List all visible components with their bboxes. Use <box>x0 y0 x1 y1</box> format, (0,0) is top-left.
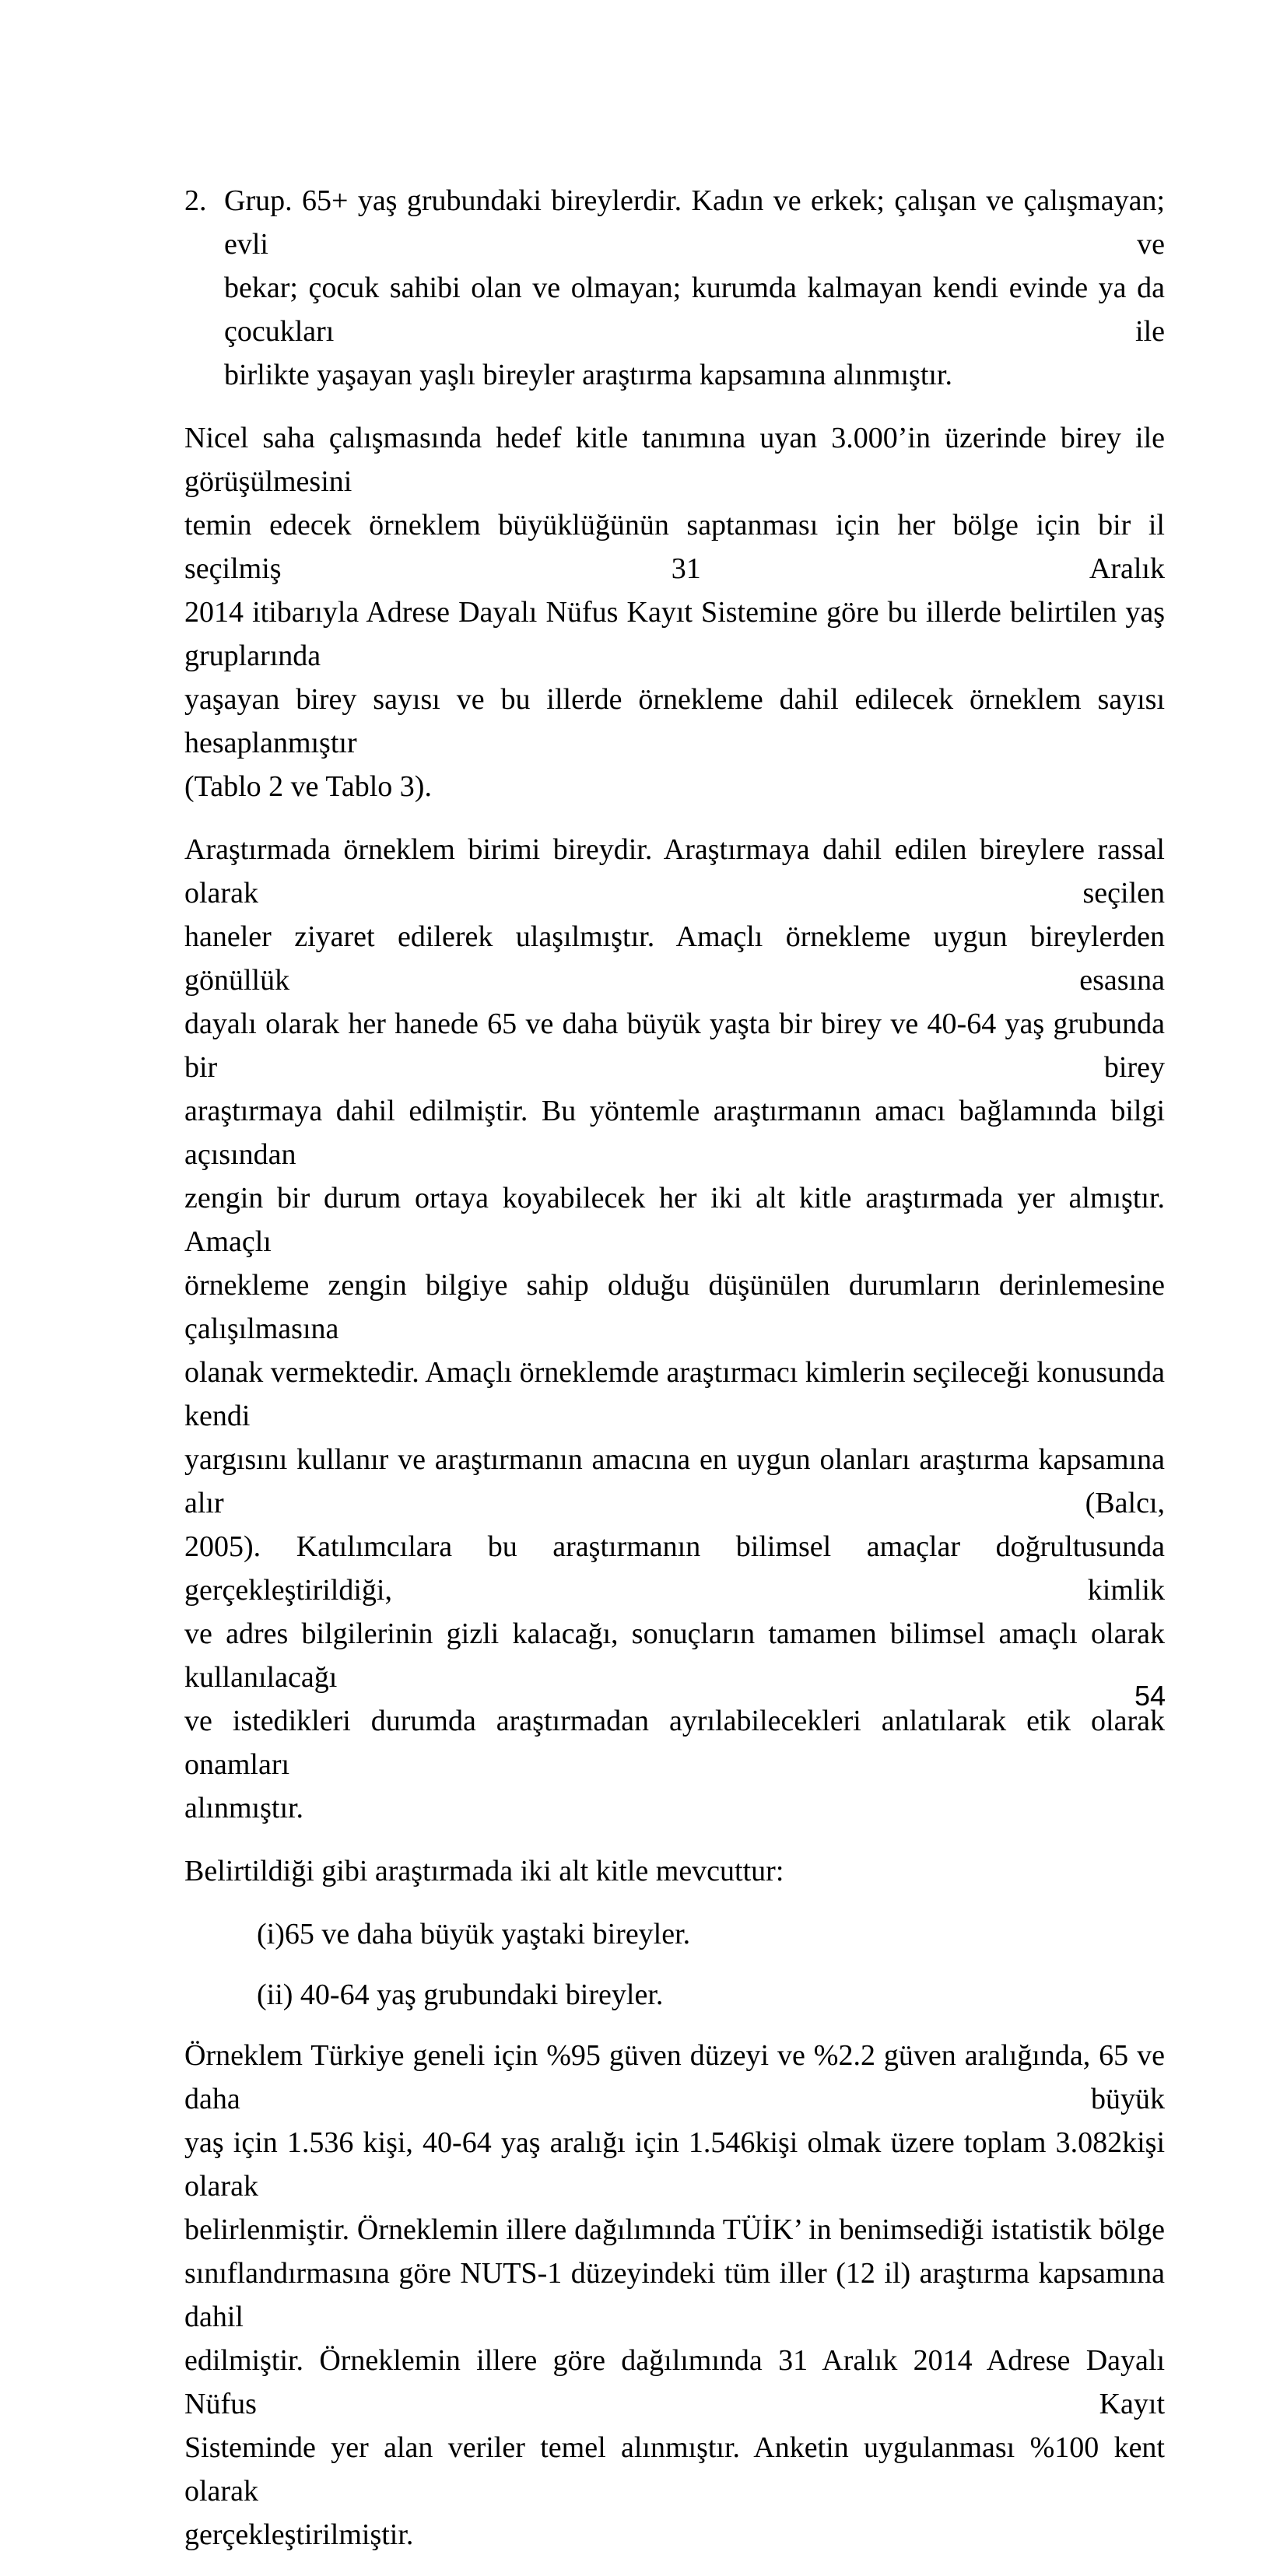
text-line: ve adres bilgilerinin gizli kalacağı, sonuçların tamamen bilimsel amaçlı olarak kullanılacağı <box>184 1617 1165 1694</box>
text-line: edilmiştir. Örneklemin illere göre dağılımında 31 Aralık 2014 Adrese Dayalı Nüfus Kayıt <box>184 2344 1165 2420</box>
paragraph-sampling-unit <box>184 828 1165 1830</box>
text-line: olanak vermektedir. Amaçlı örneklemde araştırmacı kimlerin seçileceği konusunda kendi <box>184 1356 1165 1432</box>
sub-item-ii: (ii) 40-64 yaş grubundaki bireyler. <box>257 1978 664 2011</box>
text-line: Örneklem Türkiye geneli için %95 güven düzeyi ve %2.2 güven aralığında, 65 ve daha büyük <box>184 2039 1165 2115</box>
text-line: Sisteminde yer alan veriler temel alınmıştır. Anketin uygulanması %100 kent olarak <box>184 2431 1165 2508</box>
paragraph-two-subpopulations <box>184 1849 1165 1893</box>
text-line: (Tablo 2 ve Tablo 3). <box>184 770 432 803</box>
text-line: temin edecek örneklem büyüklüğünün saptanması için her bölge için bir il seçilmiş 31 Aralık <box>184 509 1165 585</box>
numbered-list-item-2 <box>184 179 1165 397</box>
text-line: Belirtildiği gibi araştırmada iki alt kitle mevcuttur: <box>184 1855 784 1887</box>
paragraph-sample-distribution <box>184 2034 1165 2557</box>
text-line: 2005). Katılımcılara bu araştırmanın bilimsel amaçlar doğrultusunda gerçekleştirildiği, kimlik <box>184 1530 1165 1607</box>
text-line: yargısını kullanır ve araştırmanın amacına en uygun olanları araştırma kapsamına alır (Balcı, <box>184 1443 1165 1519</box>
text-line: Grup. 65+ yaş grubundaki bireylerdir. Kadın ve erkek; çalışan ve çalışmayan; evli ve <box>224 184 1165 261</box>
page-number: 54 <box>1134 1680 1166 1712</box>
page-content <box>184 179 1165 2576</box>
text-line: haneler ziyaret edilerek ulaşılmıştır. Amaçlı örnekleme uygun bireylerden gönüllük esasına <box>184 920 1165 997</box>
text-line: gerçekleştirilmiştir. <box>184 2518 414 2551</box>
text-line: dayalı olarak her hanede 65 ve daha büyük yaşta bir birey ve 40-64 yaş grubunda bir birey <box>184 1008 1165 1084</box>
text-line: 2014 itibarıyla Adrese Dayalı Nüfus Kayıt Sistemine göre bu illerde belirtilen yaş gruplarında <box>184 596 1165 672</box>
text-line: araştırmaya dahil edilmiştir. Bu yöntemle araştırmanın amacı bağlamında bilgi açısından <box>184 1095 1165 1171</box>
sub-item-i: (i)65 ve daha büyük yaştaki bireyler. <box>257 1918 691 1950</box>
list-item-number: 2. <box>184 184 207 217</box>
text-line: bekar; çocuk sahibi olan ve olmayan; kurumda kalmayan kendi evinde ya da çocukları ile <box>224 272 1165 348</box>
text-line: alınmıştır. <box>184 1792 304 1824</box>
text-line: örnekleme zengin bilgiye sahip olduğu düşünülen durumların derinlemesine çalışılmasına <box>184 1269 1165 1345</box>
text-line: Araştırmada örneklem birimi bireydir. Araştırmaya dahil edilen bireylere rassal olarak seçilen <box>184 833 1165 909</box>
text-line: birlikte yaşayan yaşlı bireyler araştırma kapsamına alınmıştır. <box>224 359 952 391</box>
text-line: sınıflandırmasına göre NUTS-1 düzeyindeki tüm iller (12 il) araştırma kapsamına dahil <box>184 2257 1165 2333</box>
text-line: yaşayan birey sayısı ve bu illerde örnekleme dahil edilecek örneklem sayısı hesaplanmıştır <box>184 683 1165 759</box>
text-line: ve istedikleri durumda araştırmadan ayrılabilecekleri anlatılarak etik olarak onamları <box>184 1705 1165 1781</box>
list-item-body <box>224 179 1165 397</box>
paragraph-sampling-size <box>184 416 1165 808</box>
text-line: yaş için 1.536 kişi, 40-64 yaş aralığı için 1.546kişi olmak üzere toplam 3.082kişi olarak <box>184 2126 1165 2203</box>
text-line: zengin bir durum ortaya koyabilecek her iki alt kitle araştırmada yer almıştır. Amaçlı <box>184 1182 1165 1258</box>
text-line: belirlenmiştir. Örneklemin illere dağılımında TÜİK’ in benimsediği istatistik bölge <box>184 2213 1165 2246</box>
text-line: Nicel saha çalışmasında hedef kitle tanımına uyan 3.000’in üzerinde birey ile görüşülmesini <box>184 422 1165 498</box>
